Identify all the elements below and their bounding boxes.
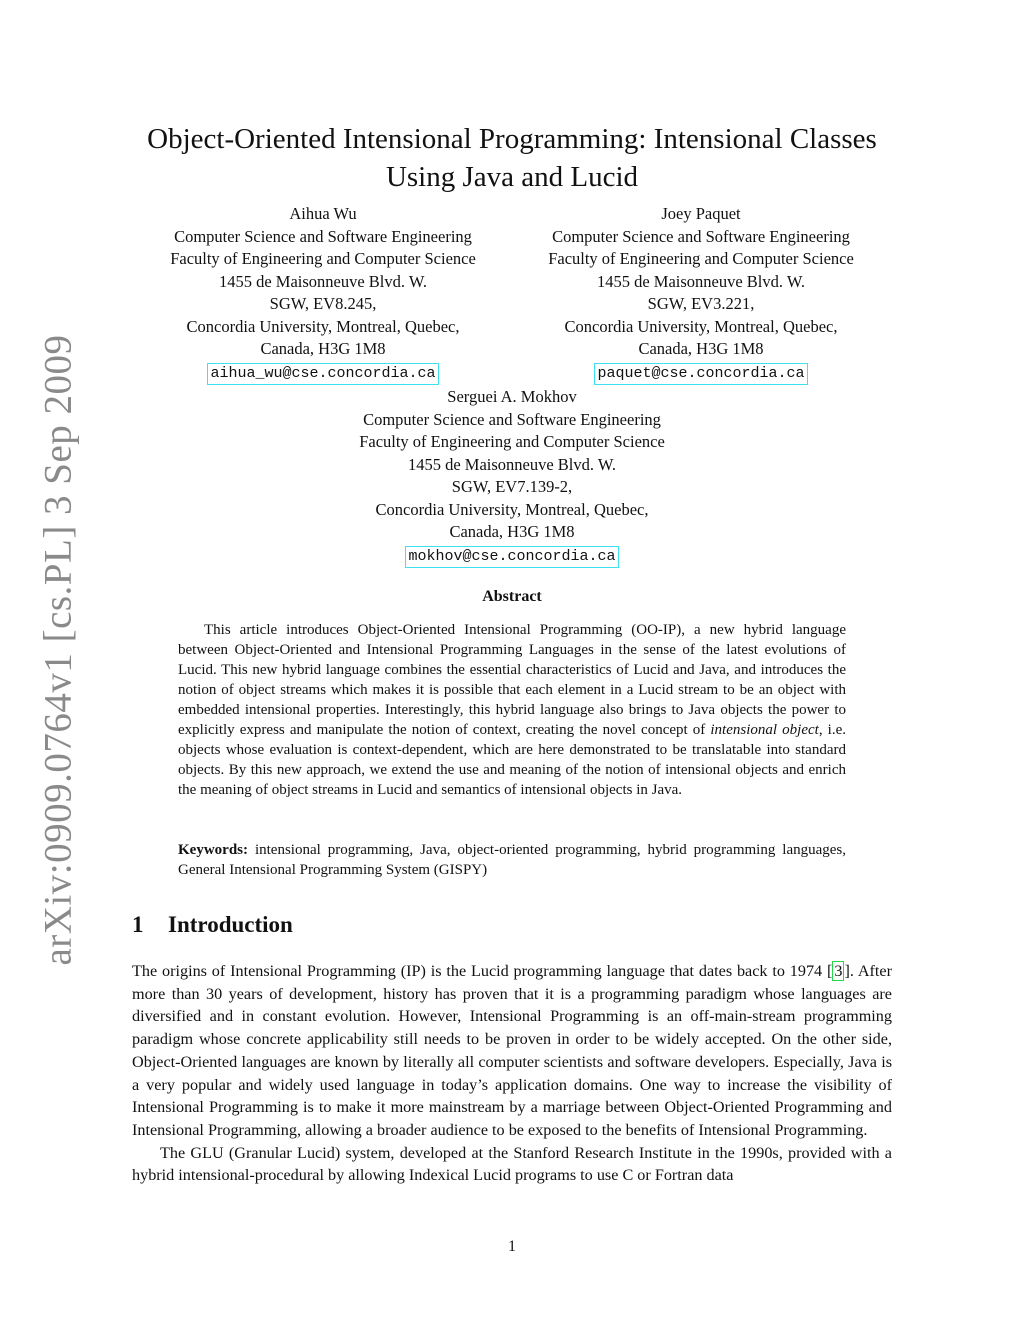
intro-paragraph <box>132 960 892 1142</box>
author-faculty: Faculty of Engineering and Computer Science <box>170 249 476 268</box>
section-number: 1 <box>132 912 144 937</box>
author-name: Joey Paquet <box>661 204 741 223</box>
author-block-paquet <box>511 203 891 385</box>
author-postal: Canada, H3G 1M8 <box>638 339 764 358</box>
page-number: 1 <box>508 1238 516 1255</box>
author-university: Concordia University, Montreal, Quebec, <box>186 316 460 336</box>
author-faculty: Faculty of Engineering and Computer Science <box>359 432 665 451</box>
citation-link[interactable]: 3 <box>834 962 843 980</box>
author-postal: Canada, H3G 1M8 <box>260 339 386 358</box>
section-title: Introduction <box>168 912 293 937</box>
title-line-1: Object-Oriented Intensional Programming: Intensional Classes <box>147 123 877 155</box>
intro-paragraph: The GLU (Granular Lucid) system, developed at the Stanford Research Institute in the 1990s, provided with a hybrid intensional-procedural by allowing Indexical Lucid programs to use C or Fortran data <box>132 1143 892 1185</box>
author-block-mokhov <box>322 386 702 568</box>
abstract-text-part: This article introduces Object-Oriented Intensional Programming (OO-IP), a new hybrid language between Object-Oriented and Intensional Programming Languages in the sense of the latest evolutions of Lucid. This new hybrid language combines the essential characteristics of Lucid and Java, and introduces the notion of object streams which makes it is possible that each element in a Lucid stream to be an object with embedded intensional properties. Interestingly, this hybrid language also brings to Java objects the power to explicitly express and manipulate the notion of context, creating the novel concept of <box>178 622 846 738</box>
paper-title <box>0 120 1024 196</box>
abstract-text <box>178 620 846 800</box>
author-name: Aihua Wu <box>289 204 357 223</box>
author-email-link[interactable]: mokhov@cse.concordia.ca <box>405 546 618 568</box>
author-dept: Computer Science and Software Engineering <box>552 226 850 246</box>
author-block-wu <box>133 203 513 385</box>
author-dept: Computer Science and Software Engineering <box>174 226 472 246</box>
keywords-label: Keywords: <box>178 842 248 858</box>
introduction-body <box>132 960 892 1187</box>
title-line-2: Using Java and Lucid <box>385 161 639 193</box>
author-name: Serguei A. Mokhov <box>447 387 577 406</box>
intro-text: The origins of Intensional Programming (IP) is the Lucid programming language that dates back to 1974 [ <box>132 962 833 980</box>
abstract-emphasis: intensional object <box>710 722 819 738</box>
author-dept: Computer Science and Software Engineering <box>363 409 661 429</box>
keywords <box>178 840 846 880</box>
author-university: Concordia University, Montreal, Quebec, <box>375 499 649 519</box>
abstract-text-part: , i.e. objects whose evaluation is context-dependent, which are here demonstrated to be translatable into standard objects. By this new approach, we extend the use and meaning of the notion of intensional objects and enrich the meaning of object streams in Lucid and semantics of intensional objects in Java. <box>178 722 846 798</box>
author-office: SGW, EV7.139-2, <box>451 477 573 496</box>
section-heading <box>132 912 293 938</box>
author-office: SGW, EV3.221, <box>647 294 755 313</box>
author-street: 1455 de Maisonneuve Blvd. W. <box>218 271 428 291</box>
author-postal: Canada, H3G 1M8 <box>449 522 575 541</box>
keywords-text: intensional programming, Java, object-oriented programming, hybrid programming languages, General Intensional Programming System (GISPY) <box>178 842 846 878</box>
author-email-link[interactable]: aihua_wu@cse.concordia.ca <box>207 363 438 385</box>
author-street: 1455 de Maisonneuve Blvd. W. <box>596 271 806 291</box>
author-university: Concordia University, Montreal, Quebec, <box>564 316 838 336</box>
author-faculty: Faculty of Engineering and Computer Science <box>548 249 854 268</box>
author-street: 1455 de Maisonneuve Blvd. W. <box>407 454 617 474</box>
intro-text: ]. After more than 30 years of development, history has proven that it is a programming paradigm whose languages are diversified and in constant evolution. However, Intensional Programming is an off-main-stream programming paradigm whose concrete applicability still needs to be proven in order to be widely accepted. On the other side, Object-Oriented languages are known by literally all computer scientists and software developers. Especially, Java is a very popular and widely used language in today’s application domains. One way to increase the visibility of Intensional Programming is to make it more mainstream by a marriage between Object-Oriented Programming and Intensional Programming, allowing a broader audience to be exposed to the benefits of Intensional Programming. <box>132 962 892 1139</box>
abstract-heading: Abstract <box>482 588 542 605</box>
author-email-link[interactable]: paquet@cse.concordia.ca <box>594 363 807 385</box>
author-office: SGW, EV8.245, <box>269 294 377 313</box>
arxiv-stamp: arXiv:0909.0764v1 [cs.PL] 3 Sep 2009 <box>36 334 80 966</box>
